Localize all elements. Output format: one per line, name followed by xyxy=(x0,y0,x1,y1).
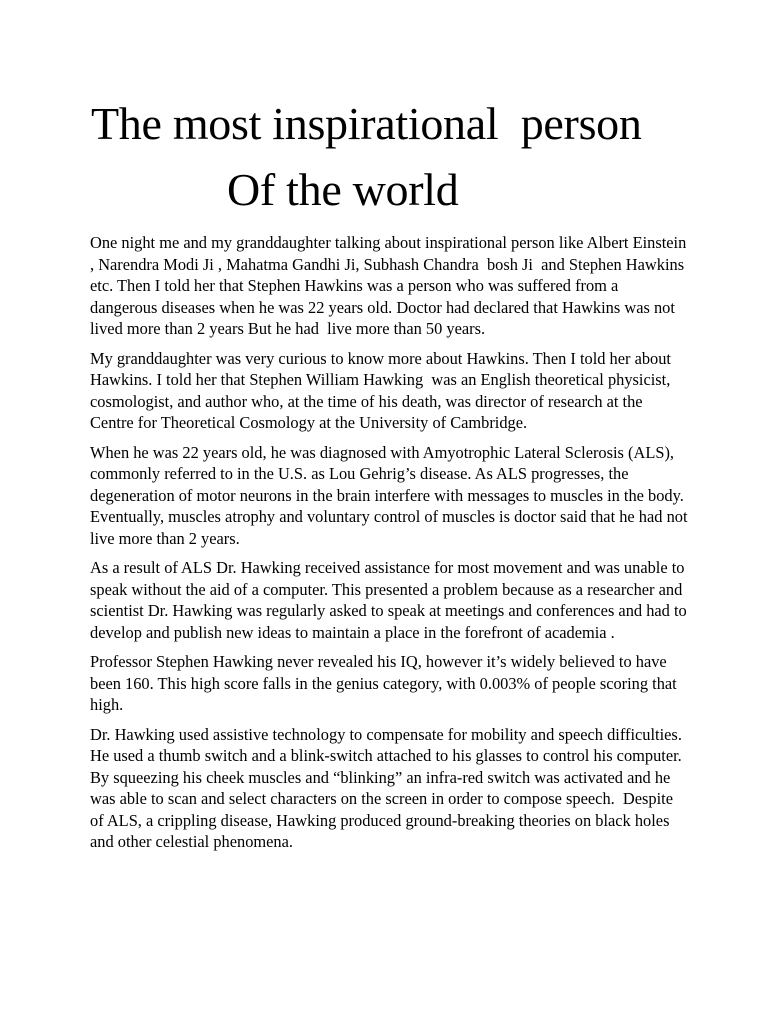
paragraph-4: As a result of ALS Dr. Hawking received assistance for most movement and was unable to speak without the aid of a computer. This presented a problem because as a researcher and scientist Dr. Hawking was regularly asked to speak at meetings and conferences and had to develop and publish new ideas to maintain a place in the forefront of academia . xyxy=(90,558,691,642)
paragraph-5: Professor Stephen Hawking never revealed his IQ, however it’s widely believed to have been 160. This high score falls in the genius category, with 0.003% of people scoring that high. xyxy=(90,652,681,714)
document-body xyxy=(90,232,692,861)
document-title-line-1: The most inspirational person xyxy=(91,98,642,149)
paragraph-2: My granddaughter was very curious to know more about Hawkins. Then I told her about Hawkins. I told her that Stephen William Hawking was an English theoretical physicist, cosmologist, and author who, at the time of his death, was director of research at the Centre for Theoretical Cosmology at the University of Cambridge. xyxy=(90,348,676,432)
paragraph-3: When he was 22 years old, he was diagnosed with Amyotrophic Lateral Sclerosis (ALS), commonly referred to in the U.S. as Lou Gehrig’s disease. As ALS progresses, the degeneration of motor neurons in the brain interfere with messages to muscles in the body. Eventually, muscles atrophy and voluntary control of muscles is doctor said that he had not live more than 2 years. xyxy=(90,442,692,548)
paragraph-6: Dr. Hawking used assistive technology to compensate for mobility and speech difficulties. He used a thumb switch and a blink-switch attached to his glasses to control his computer. By squeezing his cheek muscles and “blinking” an infra-red switch was activated and he was able to scan and select characters on the screen in order to compose speech. Despite of ALS, a crippling disease, Hawking produced ground-breaking theories on black holes and other celestial phenomena. xyxy=(90,724,687,851)
paragraph-1: One night me and my granddaughter talking about inspirational person like Albert Einstein , Narendra Modi Ji , Mahatma Gandhi Ji, Subhash Chandra bosh Ji and Stephen Hawkins etc. Then I told her that Stephen Hawkins was a person who was suffered from a dangerous diseases when he was 22 years old. Doctor had declared that Hawkins was not lived more than 2 years But he had live more than 50 years. xyxy=(90,233,691,338)
document-title-line-2: Of the world xyxy=(227,164,459,215)
